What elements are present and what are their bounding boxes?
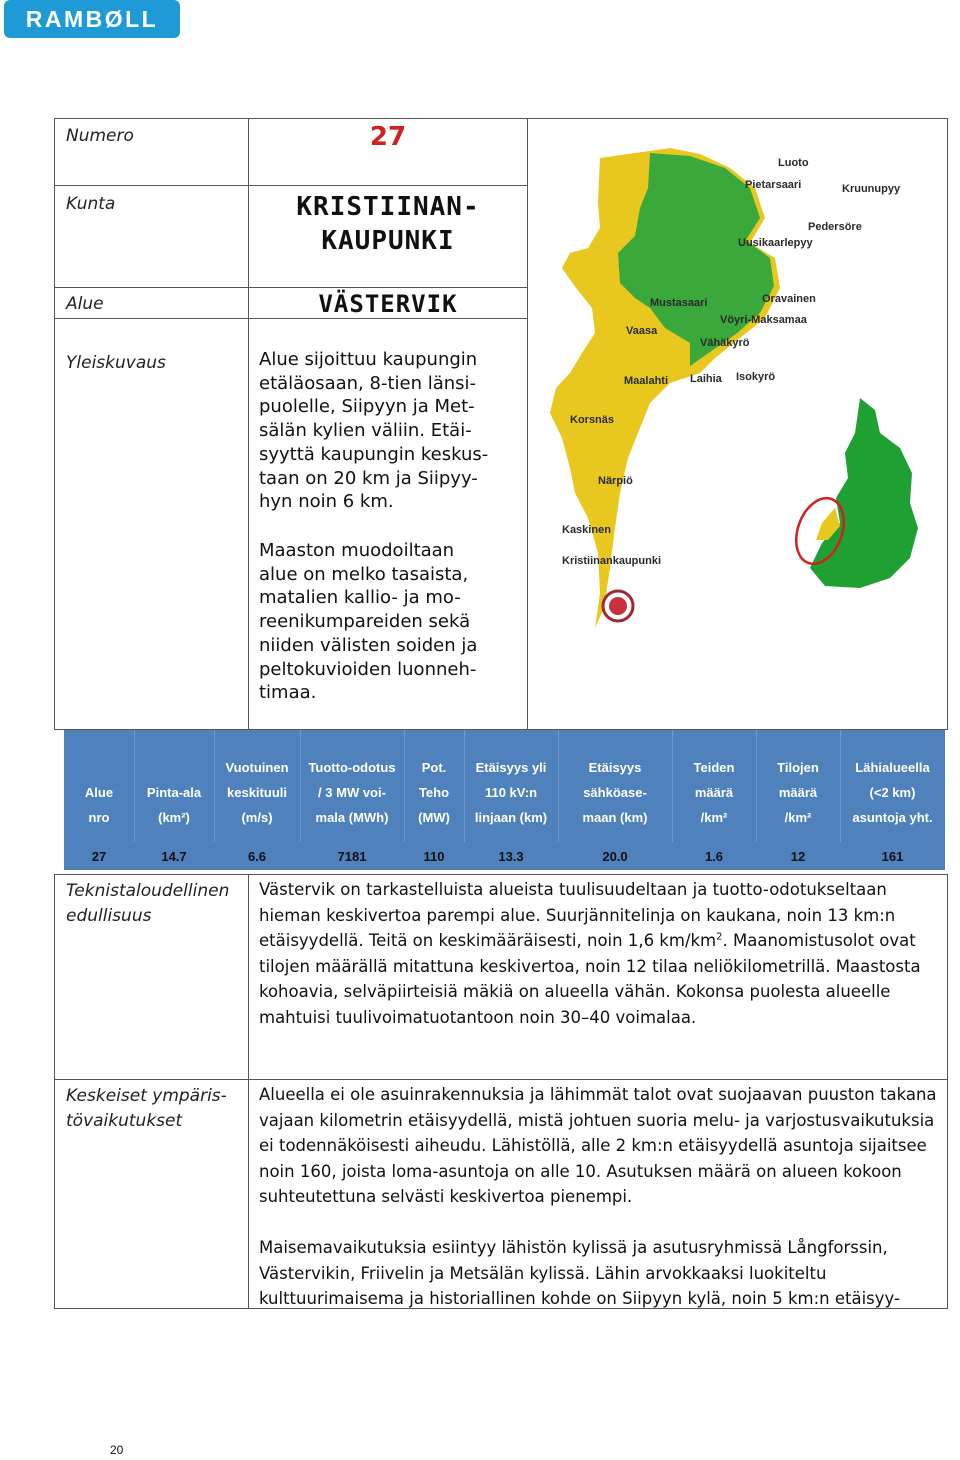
stats-header-line: 110 kV:n (484, 785, 538, 800)
stats-value: 161 (881, 849, 904, 864)
row-divider-1 (54, 185, 527, 186)
map-label: Mustasaari (650, 297, 708, 309)
stats-header-line: Lähialueella (855, 760, 930, 775)
section-right-border (947, 874, 948, 1309)
municipality-name: KRISTIINAN- KAUPUNKI (296, 192, 480, 256)
map-label: Vöyri-Maksamaa (720, 314, 807, 326)
location-map (540, 148, 940, 638)
environment-paragraph-1: Alueella ei ole asuinrakennuksia ja lähimmät talot ovat suojaavan puuston takana vajaan kilometrin etäisyydellä, mistä johtuen suoria melu- ja varjostusvaikutuksia ei todennäköisesti aiheudu. Lähistöllä, alle 2 km:n etäisyydellä asuntoja sijaitsee noin 160, joista loma-asuntoja on alle 10. Asutuksen määrä on alueen kokoon suhteutettuna selvästi keskivertoa pienempi. (259, 1085, 937, 1206)
stats-column-separator (840, 730, 841, 842)
map-label: Kristiinankaupunki (562, 555, 662, 567)
stats-header-line: nro (88, 810, 110, 825)
label-numero: Numero (66, 126, 134, 146)
map-column-divider (527, 118, 528, 730)
stats-header-line: Tuotto-odotus (308, 760, 396, 775)
map-label: Oravainen (762, 293, 816, 305)
map-label: Kaskinen (562, 524, 611, 536)
label-yleiskuvaus: Yleiskuvaus (66, 353, 166, 373)
stats-column-separator (558, 730, 559, 842)
stats-header-line: Etäisyys (588, 760, 642, 775)
stats-header-line: (m/s) (241, 810, 273, 825)
stats-header-line: /km² (784, 810, 812, 825)
stats-column-separator (756, 730, 757, 842)
section-mid-border (248, 874, 249, 1309)
row-divider-2 (54, 287, 527, 288)
description-location: Alue sijoittuu kaupungin etäläosaan, 8-tien länsi- puolelle, Siipyyn ja Met- sälän kylien väliin. Etäi- syyttä kaupungin keskus- taan on 20 km ja Siipyy- hyn noin 6 km. (259, 349, 489, 513)
stats-header-line: keskituuli (227, 785, 287, 800)
stats-header-line: (<2 km) (869, 785, 916, 800)
description-terrain: Maaston muodoiltaan alue on melko tasaista, matalien kallio- ja mo- reenikumpareiden sekä niiden välisten soiden ja peltokuvioiden luonneh- timaa. (259, 540, 478, 704)
stats-value: 13.3 (498, 849, 524, 864)
stats-header-line: määrä (778, 785, 818, 800)
map-label: Laihia (690, 373, 722, 385)
stats-value: 12 (790, 849, 806, 864)
stats-header-line: Vuotuinen (225, 760, 289, 775)
map-label: Närpiö (598, 475, 633, 487)
stats-column-separator (300, 730, 301, 842)
stats-header-line: asuntoja yht. (852, 810, 933, 825)
label-teknistaloudellinen: Teknistaloudellinen edullisuus (66, 881, 230, 926)
map-label: Luoto (778, 157, 809, 169)
stats-header-line: Teho (418, 785, 450, 800)
area-name: VÄSTERVIK (318, 290, 458, 318)
section-left-border (54, 874, 55, 1309)
stats-value: 110 (423, 849, 445, 864)
stats-header-line: Alue (84, 785, 114, 800)
map-label: Maalahti (624, 375, 669, 387)
stats-column-separator (464, 730, 465, 842)
map-label: Isokyrö (736, 371, 776, 383)
map-label: Pietarsaari (745, 179, 802, 191)
label-ymparistovaikutukset: Keskeiset ympäris- tövaikutukset (66, 1086, 227, 1131)
stats-header-line: / 3 MW voi- (318, 785, 386, 800)
ramboll-logo: RAMBØLL (4, 0, 180, 38)
tekno-superscript: 2 (716, 931, 723, 943)
stats-header-line: Pinta-ala (146, 785, 202, 800)
stats-header-line: (MW) (418, 810, 450, 825)
stats-header-line: mala (MWh) (315, 810, 389, 825)
statistics-table (64, 730, 945, 870)
stats-value: 6.6 (247, 849, 267, 864)
row-divider-3 (54, 318, 527, 319)
stats-header-line: Teiden (693, 760, 735, 775)
tekno-text-1: Västervik on tarkastelluista alueista tuulisuudeltaan ja tuotto-odotukseltaan hieman keskivertoa parempi alue. Suurjännitelinja on kaukana, noin 13 km:n etäisyydellä. Teitä on keskimääräisesti, noin 1,6 km/km (259, 880, 896, 950)
map-label: Kruunupyy (842, 183, 901, 195)
stats-column-separator (672, 730, 673, 842)
map-label: Vähäkyrö (700, 337, 750, 349)
stats-value: 27 (91, 849, 107, 864)
label-alue: Alue (66, 294, 104, 314)
stats-header-line: (km²) (158, 810, 190, 825)
stats-header-line: Pot. (421, 760, 447, 775)
stats-header-line: /km² (700, 810, 728, 825)
stats-value: 20.0 (602, 849, 628, 864)
stats-header-line: Etäisyys yli (475, 760, 547, 775)
map-label: Uusikaarlepyy (738, 237, 813, 249)
stats-value: 7181 (337, 849, 367, 864)
environment-paragraph-2: Maisemavaikutuksia esiintyy lähistön kylissä ja asutusryhmissä Långforssin, Västervikin, Friivelin ja Metsälän kylissä. Lähin arvokkaaksi luokiteltu kulttuurimaisema ja historiallinen kohde on Siipyyn kylä, noin 5 km:n etäisyy- (259, 1238, 900, 1308)
stats-column-separator (404, 730, 405, 842)
tekno-text-2: . Maanomistusolot ovat tilojen määrällä mitattuna keskivertoa, noin 12 tilaa neliökilometrillä. Maastosta kohoavia, selväpiirteisiä mäkiä on alueella vähän. Kokonsa puolesta alueelle mahtuisi tuulivoimatuotantoon noin 30–40 voimalaa. (259, 931, 921, 1027)
section-divider-mid (54, 1079, 948, 1080)
stats-header-line: määrä (694, 785, 734, 800)
section-divider-top (54, 874, 948, 875)
stats-header-line: maan (km) (582, 810, 648, 825)
page-number: 20 (110, 1443, 124, 1457)
site-number: 27 (369, 122, 407, 152)
label-column-divider (248, 118, 249, 730)
stats-value: 1.6 (704, 849, 724, 864)
stats-column-separator (134, 730, 135, 842)
site-marker-dot (609, 597, 627, 615)
stats-header-line: Tilojen (777, 760, 819, 775)
stats-header-line: sähköase- (583, 785, 647, 800)
label-kunta: Kunta (66, 194, 116, 214)
stats-header-line: linjaan (km) (474, 810, 548, 825)
stats-value: 14.7 (161, 849, 187, 864)
map-label: Pedersöre (808, 221, 862, 233)
tekno-paragraph (259, 877, 939, 1030)
map-label: Korsnäs (570, 414, 615, 426)
stats-column-separator (214, 730, 215, 842)
map-label: Vaasa (626, 325, 658, 337)
